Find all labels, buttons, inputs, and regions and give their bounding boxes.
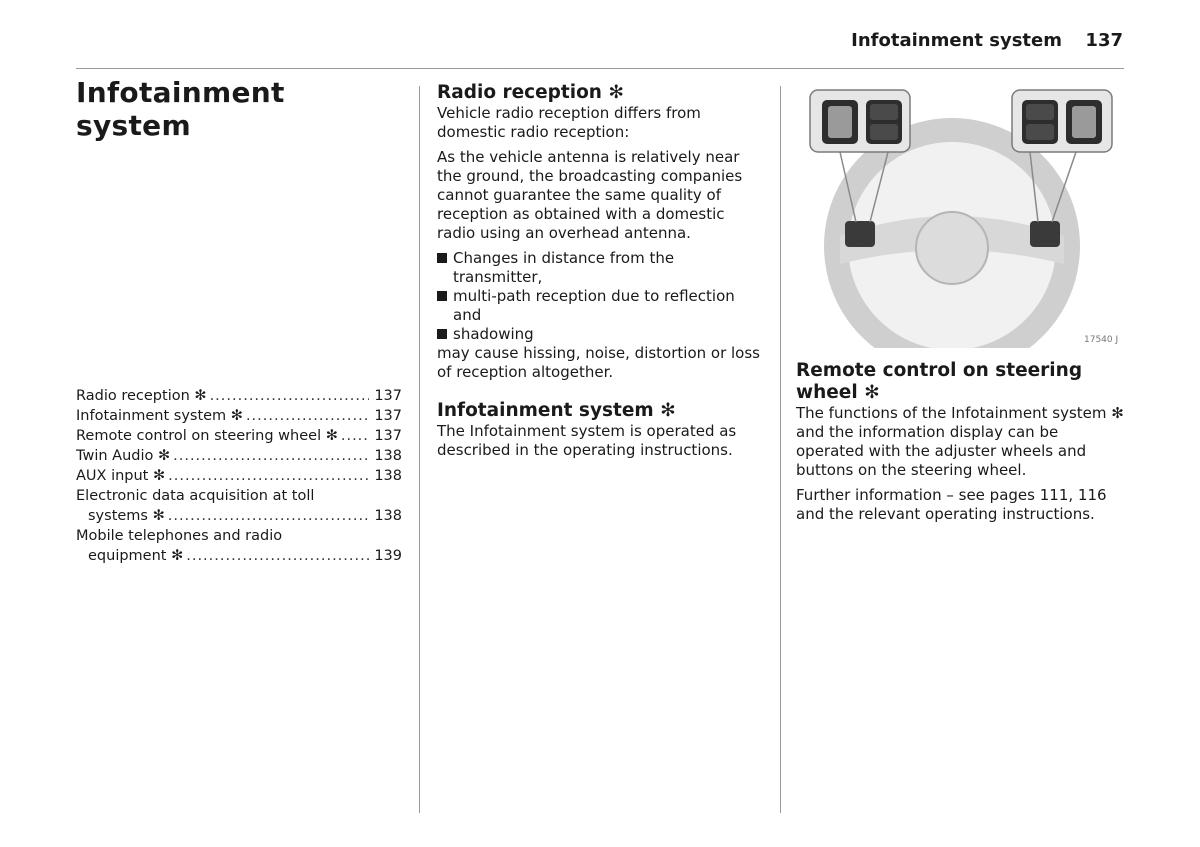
- bullet-item: Changes in distance from the transmitter,: [437, 249, 767, 287]
- seek-up-button: [1026, 104, 1054, 120]
- bullet-square-icon: [437, 291, 447, 301]
- toc-entry: [76, 466, 402, 486]
- chapter-title: Infotainment system: [76, 76, 285, 142]
- chapter-column: [76, 76, 404, 142]
- running-header-title: Infotainment system: [851, 30, 1062, 51]
- toc-entry-page: 138: [374, 508, 402, 524]
- toc-entry-label: equipment ✻: [88, 548, 184, 564]
- header-rule: [76, 68, 1124, 69]
- bullet-item: shadowing: [437, 325, 767, 344]
- bullet-square-icon: [437, 329, 447, 339]
- remote-control-heading: Remote control on steering wheel ✻: [796, 360, 1083, 403]
- column-divider-left: [419, 86, 420, 813]
- toc-entry: [76, 506, 402, 526]
- infotainment-body: The Infotainment system is operated as described in the operating instructions.: [437, 422, 737, 459]
- toc-entry-label-line1: Electronic data acquisition at toll: [76, 488, 315, 504]
- toc-entry-page: 139: [374, 548, 402, 564]
- radio-reception-heading: Radio reception ✻: [437, 82, 624, 103]
- toc-entry-page: 138: [374, 468, 402, 484]
- toc-entry-label: Remote control on steering wheel ✻: [76, 428, 338, 444]
- steering-wheel-illustration: [800, 86, 1126, 348]
- left-control-cluster: [845, 221, 875, 247]
- bullet-item: multi-path reception due to reflection and: [437, 287, 767, 325]
- toc-entry: [76, 546, 402, 566]
- toc-entry-page: 137: [374, 408, 402, 424]
- remote-control-body: The functions of the Infotainment system ✻ and the information display can be operated with the adjuster wheels and buttons on the steering wheel.: [796, 404, 1124, 479]
- steering-wheel-hub: [916, 212, 988, 284]
- column-divider-right: [780, 86, 781, 813]
- radio-outro: may cause hissing, noise, distortion or loss of reception altogether.: [437, 344, 760, 381]
- phone-button: [870, 124, 898, 140]
- mode-button: [870, 104, 898, 120]
- toc-entry: [76, 406, 402, 426]
- right-adjuster-wheel: [1072, 106, 1096, 138]
- toc-entry-page: 137: [374, 388, 402, 404]
- toc-entry-label-line1: Mobile telephones and radio: [76, 528, 283, 544]
- toc-entry-label: Infotainment system ✻: [76, 408, 243, 424]
- right-column: [796, 360, 1126, 530]
- toc-entry-page: 137: [374, 428, 402, 444]
- middle-column: [437, 82, 767, 466]
- remote-control-further: Further information – see pages 111, 116 and the relevant operating instructions.: [796, 486, 1107, 523]
- toc-entry: [76, 446, 402, 466]
- toc-entry-label: AUX input ✻: [76, 468, 166, 484]
- toc-entry-label: Radio reception ✻: [76, 388, 207, 404]
- right-control-cluster: [1030, 221, 1060, 247]
- figure-code: 17540 J: [1084, 335, 1119, 345]
- toc-entry-label: Twin Audio ✻: [76, 448, 171, 464]
- radio-intro: Vehicle radio reception differs from domestic radio reception:: [437, 104, 701, 141]
- toc-entry: [76, 386, 402, 406]
- toc-entry-label: systems ✻: [88, 508, 165, 524]
- seek-down-button: [1026, 124, 1054, 140]
- radio-body: As the vehicle antenna is relatively near the ground, the broadcasting companies cannot guarantee the same quality of reception as obtained with a domestic radio using an overhead antenna.: [437, 148, 743, 242]
- toc-entry: [76, 426, 402, 446]
- table-of-contents: [76, 386, 402, 566]
- infotainment-heading: Infotainment system ✻: [437, 400, 676, 421]
- bullet-square-icon: [437, 253, 447, 263]
- page-number: 137: [1085, 30, 1123, 51]
- left-adjuster-wheel: [828, 106, 852, 138]
- toc-entry-page: 138: [374, 448, 402, 464]
